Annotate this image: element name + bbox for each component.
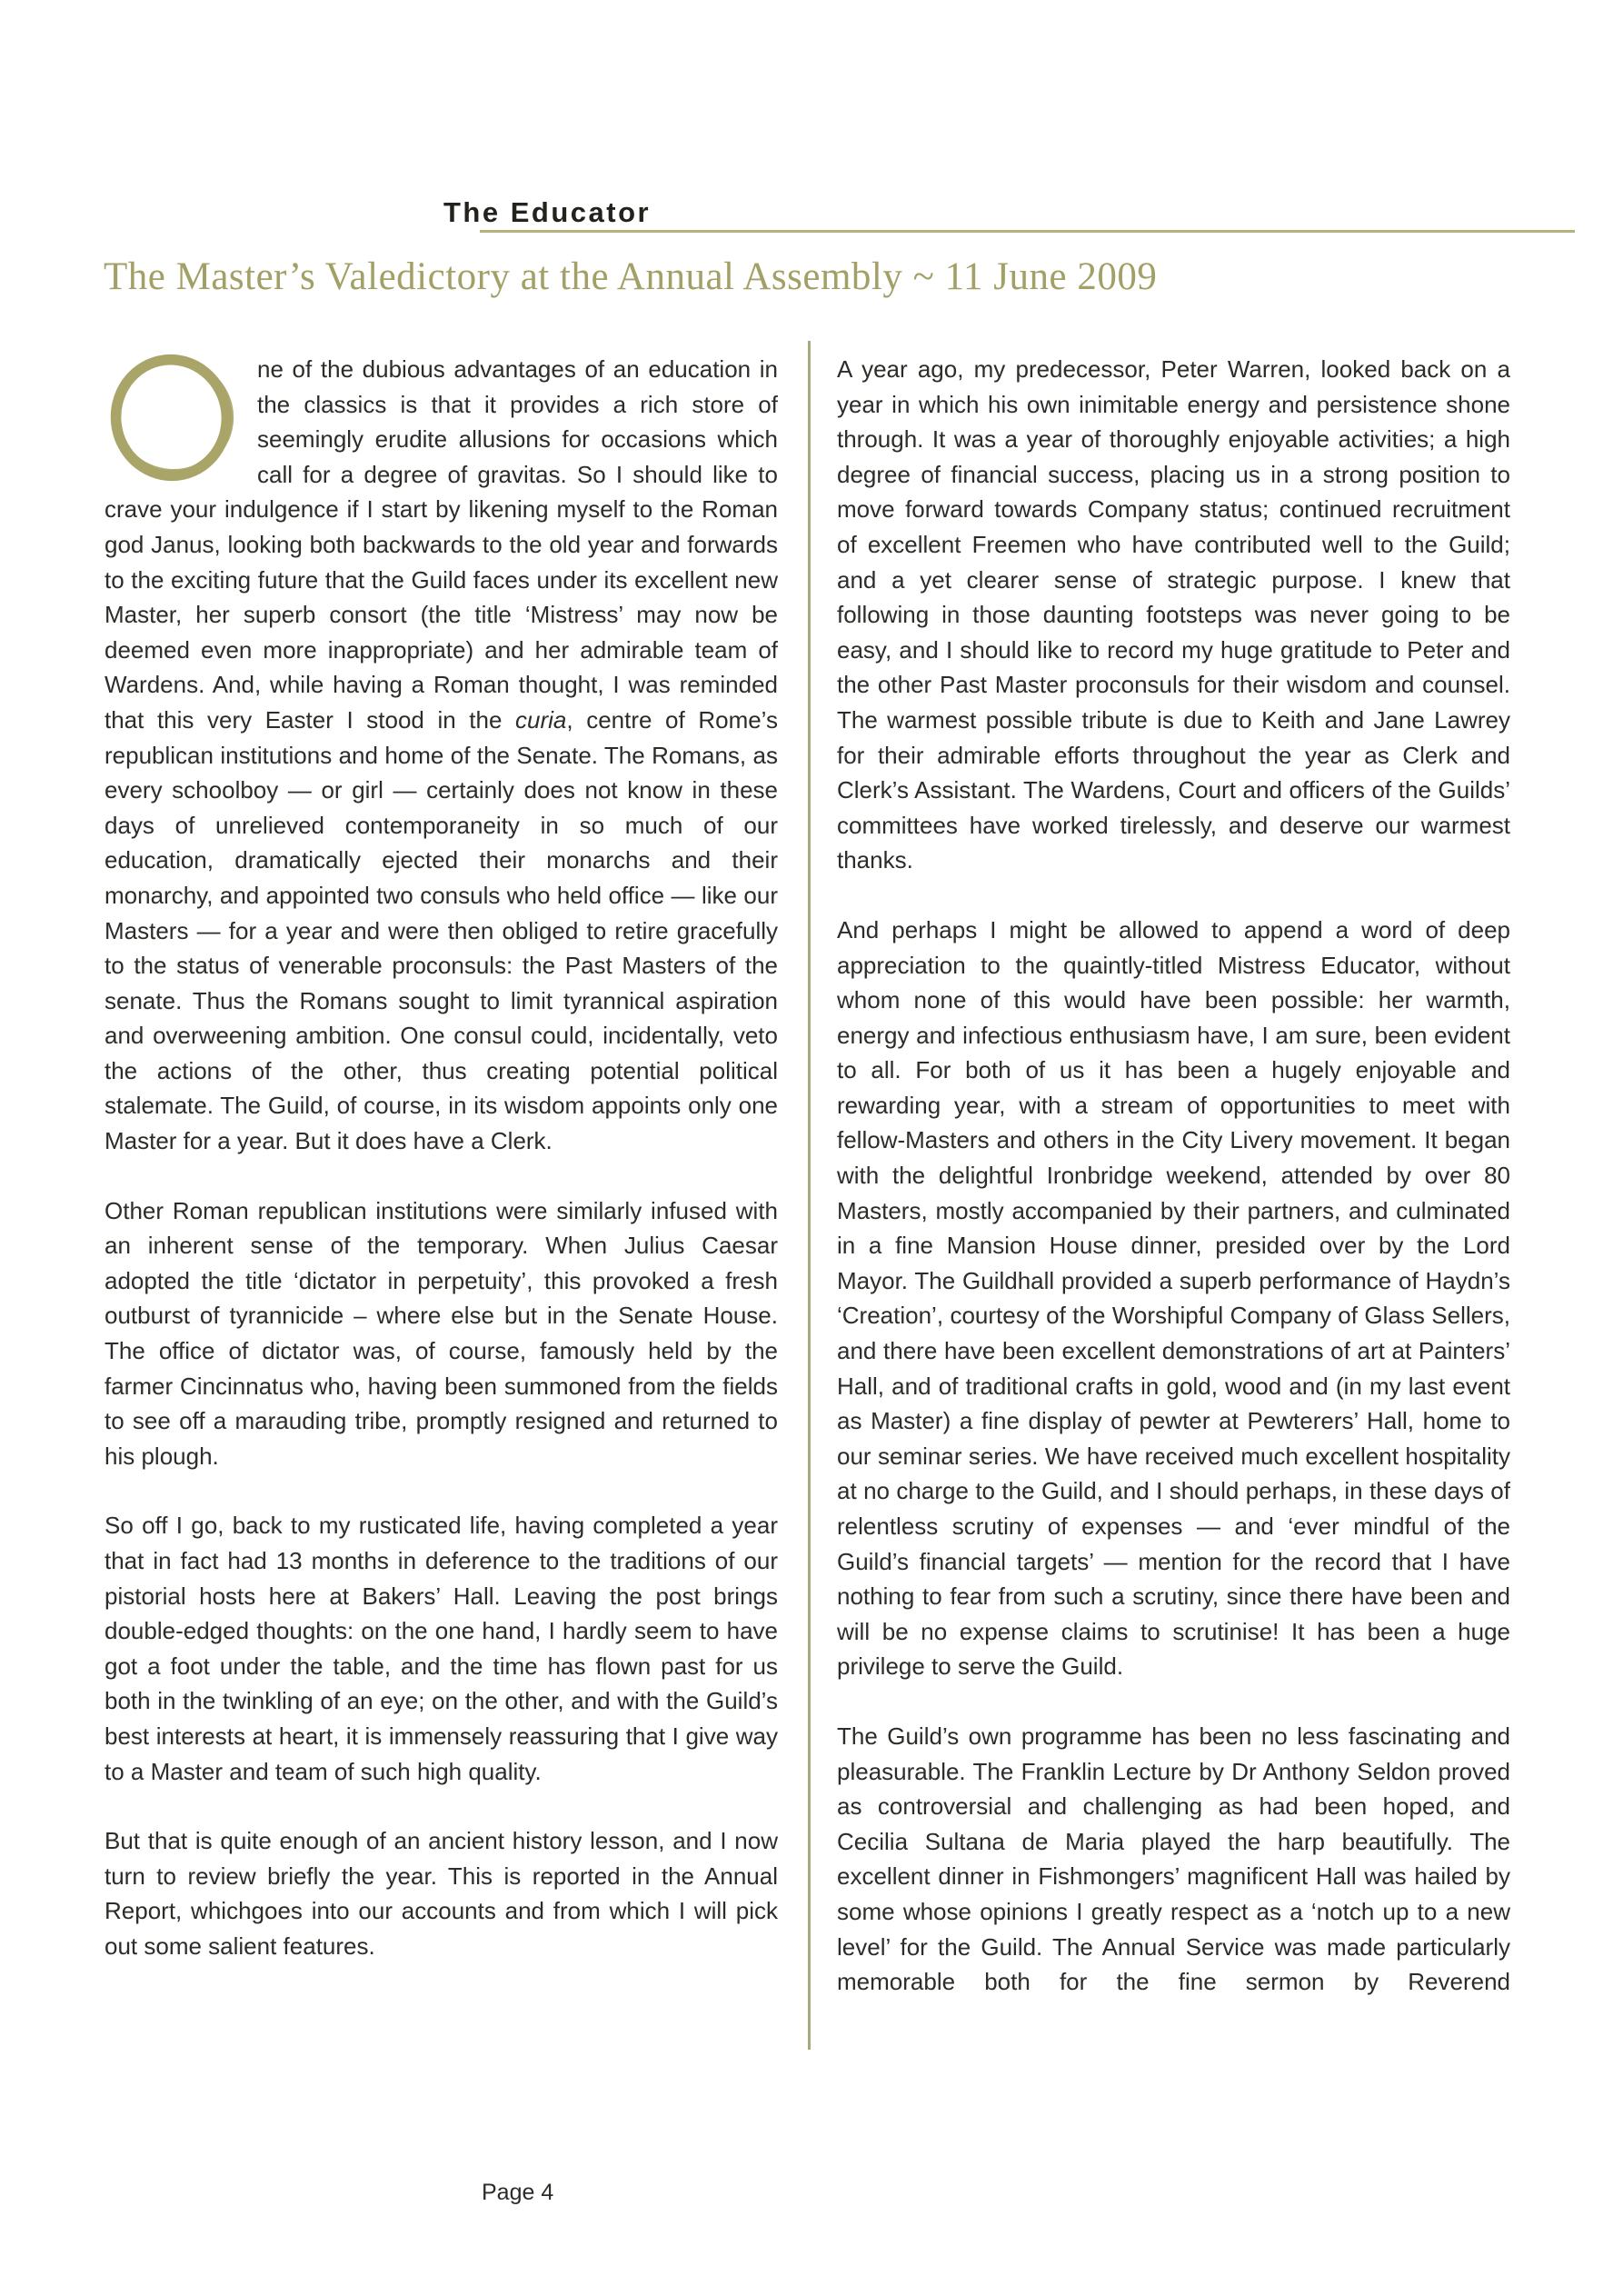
drop-cap-o-icon	[105, 352, 257, 488]
paragraph	[837, 352, 1510, 878]
paragraph	[837, 1719, 1510, 2000]
masthead: The Educator	[443, 196, 652, 228]
body-text: And perhaps I might be allowed to append a word of deep appreciation to the quaintly-titled Mistress Educator, without whom none of this would have been possible: her warmth, energy and infectious enthusiasm have, I am sure, been evident to all. For both of us it has been a hugely enjoyable and rewarding year, with a stream of opportunities to meet with fellow-Masters and others in the City Livery movement. It began with the delightful Ironbridge weekend, attended by over 80 Masters, mostly accompanied by their partners, and culminated in a fine Mansion House dinner, presided over by the Lord Mayor. The Guildhall provided a superb performance of Haydn’s ‘Creation’, courtesy of the Worshipful Company of Glass Sellers, and there have been excellent demonstrations of art at Painters’ Hall, and of traditional crafts in gold, wood and (in my last event as Master) a fine display of pewter at Pewterers’ Hall, home to our seminar series. We have received much excellent hospitality at no charge to the Guild, and I should perhaps, in these days of relentless scrutiny of expenses — and ‘ever mindful of the Guild’s financial targets’ — mention for the record that I have nothing to fear from such a scrutiny, since there have been and will be no expense claims to scrutinise! It has been a huge privilege to serve the Guild.	[837, 915, 1510, 1681]
paragraph	[105, 1508, 778, 1789]
body-text: , centre of Rome’s republican institutions and home of the Senate. The Romans, as every schoolboy — or girl — certainly does not know in these days of unrelieved contemporaneity in so much of our education, dramatically ejected their monarchs and their monarchy, and appointed two consuls who held office — like our Masters — for a year and were then obliged to retire gracefully to the status of venerable proconsuls: the Past Masters of the senate. Thus the Romans sought to limit tyrannical aspiration and overweening ambition. One consul could, incidentally, veto the actions of the other, thus creating potential political stalemate. The Guild, of course, in its wisdom appoints only one Master for a year. But it does have a Clerk.	[105, 705, 778, 1155]
body-text: A year ago, my predecessor, Peter Warren, looked back on a year in which his own inimitable energy and persistence shone through. It was a year of thoroughly enjoyable activities; a high degree of financial success, placing us in a strong position to move forward towards Company status; continued recruitment of excellent Freemen who have contributed well to the Guild; and a yet clearer sense of strategic purpose. I knew that following in those daunting footsteps was never going to be easy, and I should like to record my huge gratitude to Peter and the other Past Master proconsuls for their wisdom and counsel. The warmest possible tribute is due to Keith and Jane Lawrey for their admirable efforts throughout the year as Clerk and Clerk’s Assistant. The Wardens, Court and officers of the Guilds’ committees have worked tirelessly, and deserve our warmest thanks.	[837, 355, 1510, 874]
article-column-right	[837, 352, 1510, 2000]
body-text: Other Roman republican institutions were similarly infused with an inherent sense of the temporary. When Julius Caesar adopted the title ‘dictator in perpetuity’, this provoked a fresh outburst of tyrannicide – where else but in the Senate House. The office of dictator was, of course, famously held by the farmer Cincinnatus who, having been summoned from the fields to see off a marauding tribe, promptly resigned and returned to his plough.	[105, 1196, 778, 1470]
column-divider	[808, 341, 811, 2050]
article-column-left	[105, 352, 778, 1964]
body-text: So off I go, back to my rusticated life, having completed a year that in fact had 13 months in deference to the traditions of our pistorial hosts here at Bakers’ Hall. Leaving the post brings double-edged thoughts: on the one hand, I hardly seem to have got a foot under the table, and the time has flown past for us both in the twinkling of an eye; on the other, and with the Guild’s best interests at heart, it is immensely reassuring that I give way to a Master and team of such high quality.	[105, 1512, 778, 1785]
masthead-rule	[480, 230, 1575, 233]
body-text: ne of the dubious advantages of an education in the classics is that it provides a rich store of seemingly erudite allusions for occasions which call for a degree of gravitas. So I should like to crave your indulgence if I start by likening myself to the Roman god Janus, looking both backwards to the old year and forwards to the exciting future that the Guild faces under its excellent new Master, her superb consort (the title ‘Mistress’ may now be deemed even more inappropriate) and her admirable team of Wardens. And, while having a Roman thought, I was reminded that this very Easter I stood in the	[105, 355, 778, 734]
paragraph	[837, 913, 1510, 1684]
paragraph	[105, 1823, 778, 1963]
paragraph	[105, 352, 778, 1159]
paragraph	[105, 1193, 778, 1474]
italic-text: curia	[515, 705, 567, 734]
body-text: The Guild’s own programme has been no less fascinating and pleasurable. The Franklin Lecture by Dr Anthony Seldon proved as controversial and challenging as had been hoped, and Cecilia Sultana de Maria played the harp beautifully. The excellent dinner in Fishmongers’ magnificent Hall was hailed by some whose opinions I greatly respect as a ‘notch up to a new level’ for the Guild. The Annual Service was made particularly memorable both for the fine sermon by Reverend	[837, 1722, 1510, 1996]
page-title: The Master’s Valedictory at the Annual Assembly ~ 11 June 2009	[104, 255, 1158, 298]
body-text: But that is quite enough of an ancient history lesson, and I now turn to review briefly the year. This is reported in the Annual Report, whichgoes into our accounts and from which I will pick out some salient features.	[105, 1827, 778, 1960]
page-number: Page 4	[482, 2180, 554, 2205]
